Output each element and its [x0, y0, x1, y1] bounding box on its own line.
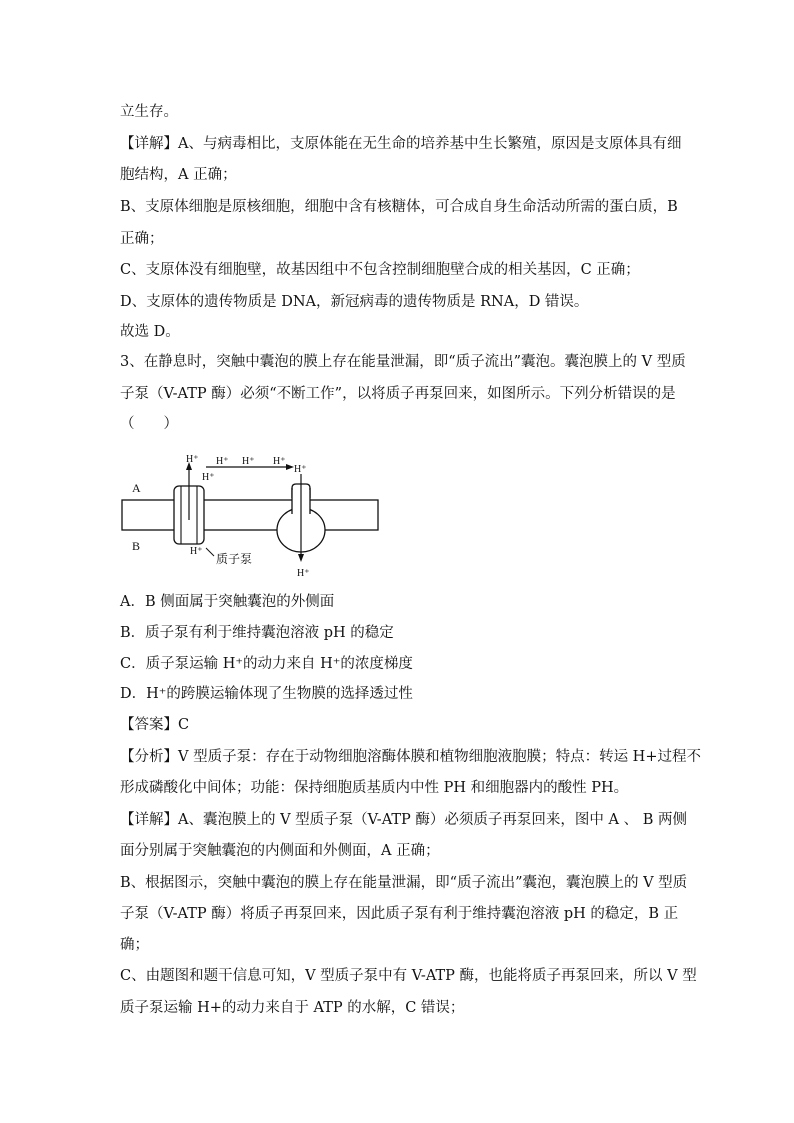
explanation-line: B、根据图示，突触中囊泡的膜上存在能量泄漏，即“质子流出”囊泡，囊泡膜上的 V 型质	[120, 875, 688, 891]
option-d: D．H⁺的跨膜运输体现了生物膜的选择透过性	[120, 686, 413, 702]
analysis-line: 【分析】V 型质子泵：存在于动物细胞溶酶体膜和植物细胞液胞膜；特点：转运 H+过程不	[120, 749, 701, 765]
h-ion-label: H⁺	[190, 546, 203, 557]
h-ion-label: H⁺	[242, 456, 255, 467]
proton-pump-label: 质子泵	[216, 552, 253, 566]
question-stem: 子泵（V-ATP 酶）必须“不断工作”，以将质子再泵回来，如图所示。下列分析错误的是	[120, 386, 676, 402]
text-line: D、支原体的遗传物质是 DNA，新冠病毒的遗传物质是 RNA，D 错误。	[120, 294, 589, 310]
option-a: A．B 侧面属于突触囊泡的外侧面	[120, 594, 335, 610]
option-b: B．质子泵有利于维持囊泡溶液 pH 的稳定	[120, 625, 394, 641]
explanation-line: C、由题图和题干信息可知，V 型质子泵中有 V-ATP 酶，也能将质子再泵回来，所以 V 型	[120, 968, 697, 984]
text-line: B、支原体细胞是原核细胞，细胞中含有核糖体，可合成自身生命活动所需的蛋白质，B	[120, 199, 678, 215]
h-ion-label: H⁺	[202, 472, 215, 483]
explanation-line: 确；	[120, 937, 149, 953]
h-ion-label: H⁺	[186, 454, 199, 465]
vesicle-membrane	[122, 500, 378, 530]
text-line: 胞结构，A 正确；	[120, 167, 237, 183]
explanation-line: 子泵（V-ATP 酶）将质子再泵回来，因此质子泵有利于维持囊泡溶液 pH 的稳定，B 正	[120, 906, 679, 922]
question-stem: 3、在静息时，突触中囊泡的膜上存在能量泄漏，即“质子流出”囊泡。囊泡膜上的 V 型质	[120, 354, 686, 370]
analysis-line: 形成磷酸化中间体；功能：保持细胞质基质内中性 PH 和细胞器内的酸性 PH。	[120, 780, 629, 796]
h-ion-label: H⁺	[294, 464, 307, 475]
explanation-line: 质子泵运输 H+的动力来自于 ATP 的水解，C 错误；	[120, 1000, 465, 1016]
text-line: C、支原体没有细胞壁，故基因组中不包含控制细胞壁合成的相关基因，C 正确；	[120, 262, 640, 278]
text-line: 立生存。	[120, 104, 178, 120]
side-a-label: A	[132, 481, 141, 495]
explanation-line: 【详解】A、囊泡膜上的 V 型质子泵（V-ATP 酶）必须质子再泵回来，图中 A 、 B 两侧	[120, 812, 687, 828]
side-b-label: B	[132, 539, 141, 553]
text-line: 【详解】A、与病毒相比，支原体能在无生命的培养基中生长繁殖，原因是支原体具有细	[120, 136, 682, 152]
question-stem: （ ）	[120, 416, 178, 432]
h-ion-label: H⁺	[216, 456, 229, 467]
proton-pump-diagram	[116, 448, 386, 584]
answer-line: 【答案】C	[120, 717, 190, 733]
h-ion-label: H⁺	[297, 568, 310, 579]
option-c: C．质子泵运输 H⁺的动力来自 H⁺的浓度梯度	[120, 656, 413, 672]
text-line: 正确；	[120, 231, 164, 247]
explanation-line: 面分别属于突触囊泡的内侧面和外侧面，A 正确；	[120, 843, 440, 859]
text-line: 故选 D。	[120, 324, 180, 340]
h-ion-label: H⁺	[273, 456, 286, 467]
